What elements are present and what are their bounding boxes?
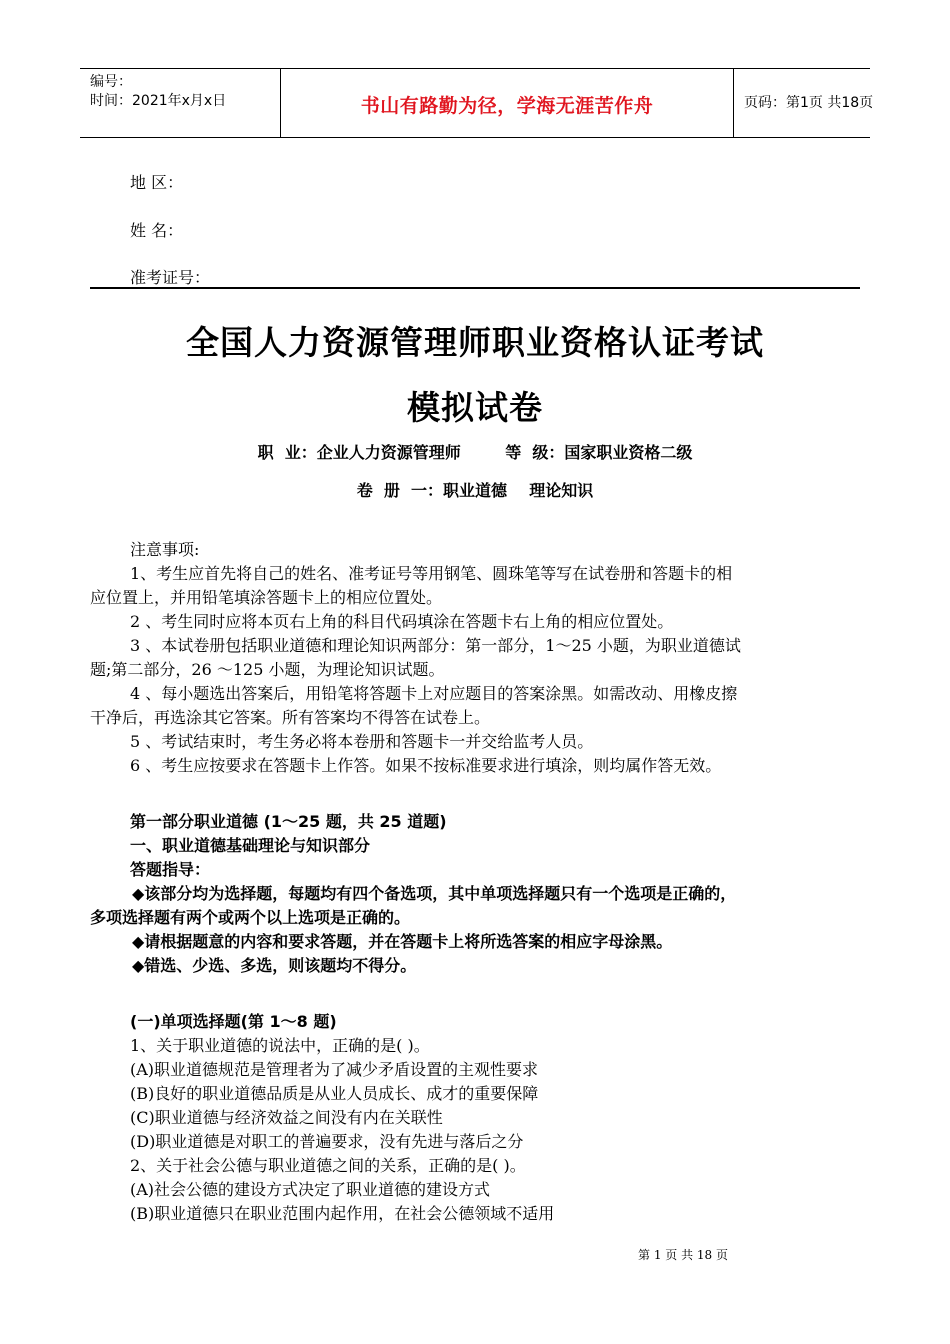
question-1-option-a: (A)职业道德规范是管理者为了减少矛盾设置的主观性要求 xyxy=(130,1060,539,1079)
question-1: 1、关于职业道德的说法中，正确的是( )。 xyxy=(130,1036,430,1055)
guide-rule-1b: 多项选择题有两个或两个以上选项是正确的。 xyxy=(90,908,411,927)
question-1-option-b: (B)良好的职业道德品质是从业人员成长、成才的重要保障 xyxy=(130,1084,539,1103)
time-label: 时间：2021年x月x日 xyxy=(90,93,227,109)
notice-item-1a: 1、考生应首先将自己的姓名、准考证号等用钢笔、圆珠笔等写在试卷册和答题卡的相 xyxy=(130,564,733,583)
notice-item-4a: 4 、每小题选出答案后，用铅笔将答题卡上对应题目的答案涂黑。如需改动、用橡皮擦 xyxy=(130,684,738,703)
motto: 书山有路勤为径，学海无涯苦作舟 xyxy=(360,95,654,117)
name-field: 姓 名： xyxy=(130,221,184,240)
questions-section xyxy=(130,1010,860,1226)
notice-item-4b: 干净后，再选涂其它答案。所有答案均不得答在试卷上。 xyxy=(90,708,491,727)
notice-item-1b: 应位置上，并用铅笔填涂答题卡上的相应位置处。 xyxy=(90,588,443,607)
header-middle-cell xyxy=(280,69,734,137)
question-2-option-b: (B)职业道德只在职业范围内起作用，在社会公德领域不适用 xyxy=(130,1204,555,1223)
exam-id-field: 准考证号： xyxy=(130,268,211,287)
volume-line: 卷 册 一：职业道德 理论知识 xyxy=(356,481,594,500)
sub-title: 模拟试卷 xyxy=(407,388,543,427)
profession-line: 职 业：企业人力资源管理师 等 级：国家职业资格二级 xyxy=(257,443,693,462)
notice-item-6: 6 、考生应按要求在答题卡上作答。如果不按标准要求进行填涂，则均属作答无效。 xyxy=(130,756,722,775)
guide-rule-2: ◆请根据题意的内容和要求答题，并在答题卡上将所选答案的相应字母涂黑。 xyxy=(132,932,673,951)
guide-rule-3: ◆错选、少选、多选，则该题均不得分。 xyxy=(132,956,417,975)
part1-section-title: 一、职业道德基础理论与知识部分 xyxy=(130,836,371,855)
footer-page-number: 第 1 页 共 18 页 xyxy=(638,1248,728,1262)
notice-item-2: 2 、考生同时应将本页右上角的科目代码填涂在答题卡右上角的相应位置处。 xyxy=(130,612,674,631)
header-left-cell xyxy=(80,69,280,137)
notice-item-5: 5 、考试结束时，考生务必将本卷册和答题卡一并交给监考人员。 xyxy=(130,732,594,751)
question-2-option-a: (A)社会公德的建设方式决定了职业道德的建设方式 xyxy=(130,1180,491,1199)
question-group-title: (一)单项选择题(第 1～8 题) xyxy=(130,1012,337,1031)
notice-section xyxy=(90,538,860,778)
question-1-option-d: (D)职业道德是对职工的普遍要求，没有先进与落后之分 xyxy=(130,1132,524,1151)
region-field: 地 区： xyxy=(130,173,184,192)
answer-guide-heading: 答题指导： xyxy=(130,860,211,879)
notice-item-3b: 题;第二部分，26 ～125 小题，为理论知识试题。 xyxy=(90,660,445,679)
notice-item-3a: 3 、本试卷册包括职业道德和理论知识两部分：第一部分，1～25 小题，为职业道德试 xyxy=(130,636,741,655)
header-right-cell xyxy=(734,69,874,137)
main-title: 全国人力资源管理师职业资格认证考试 xyxy=(186,323,764,362)
notice-heading: 注意事项: xyxy=(130,540,200,559)
question-2: 2、关于社会公德与职业道德之间的关系，正确的是( )。 xyxy=(130,1156,526,1175)
number-label: 编号： xyxy=(90,74,132,90)
divider-line xyxy=(90,287,860,289)
part1-section xyxy=(90,810,860,978)
part1-heading: 第一部分职业道德 (1～25 题，共 25 道题) xyxy=(130,812,447,831)
header-table xyxy=(80,68,874,138)
page-info: 页码：第1页 共18页 xyxy=(744,95,874,111)
guide-rule-1a: ◆该部分均为选择题，每题均有四个备选项，其中单项选择题只有一个选项是正确的， xyxy=(132,884,737,903)
question-1-option-c: (C)职业道德与经济效益之间没有内在关联性 xyxy=(130,1108,443,1127)
